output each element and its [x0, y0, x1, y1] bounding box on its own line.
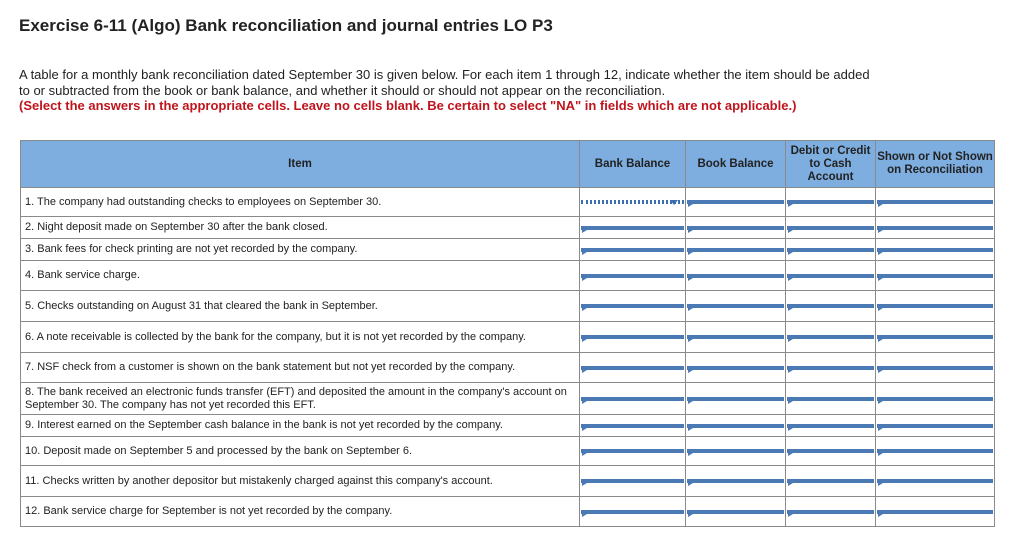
debit-credit-select[interactable]	[787, 304, 874, 308]
header-book-balance: Book Balance	[686, 141, 786, 188]
shown-select[interactable]	[877, 248, 993, 252]
debit-credit-select[interactable]	[787, 397, 874, 401]
table-row	[21, 497, 995, 527]
shown-select[interactable]	[877, 274, 993, 278]
shown-select[interactable]	[877, 335, 993, 339]
bank-balance-select[interactable]	[581, 449, 684, 453]
instruction-note: (Select the answers in the appropriate cells. Leave no cells blank. Be certain to select "NA" in fields which are not applicable.)	[19, 98, 797, 113]
shown-select[interactable]	[877, 424, 993, 428]
instructions	[19, 67, 879, 114]
intro-text: A table for a monthly bank reconciliation dated September 30 is given below. For each item 1 through 12, indicate whether the item should be added to or subtracted from the book or bank balance, and whether it should or should not appear on the reconciliation.	[19, 67, 870, 98]
bank-balance-select[interactable]	[581, 479, 684, 483]
book-balance-select[interactable]	[687, 479, 784, 483]
item-description: 12. Bank service charge for September is not yet recorded by the company.	[21, 497, 580, 527]
table-row	[21, 322, 995, 353]
book-balance-select[interactable]	[687, 449, 784, 453]
bank-balance-select[interactable]	[581, 200, 684, 204]
item-description: 10. Deposit made on September 5 and processed by the bank on September 6.	[21, 437, 580, 466]
book-balance-select[interactable]	[687, 510, 784, 514]
book-balance-select[interactable]	[687, 366, 784, 370]
item-description: 8. The bank received an electronic funds transfer (EFT) and deposited the amount in the company's account on September 30. The company has not yet recorded this EFT.	[21, 383, 580, 415]
debit-credit-select[interactable]	[787, 510, 874, 514]
header-bank-balance: Bank Balance	[580, 141, 686, 188]
table-row	[21, 415, 995, 437]
book-balance-select[interactable]	[687, 335, 784, 339]
bank-balance-select[interactable]	[581, 274, 684, 278]
shown-select[interactable]	[877, 510, 993, 514]
item-description: 6. A note receivable is collected by the bank for the company, but it is not yet recorded by the company.	[21, 322, 580, 353]
debit-credit-select[interactable]	[787, 200, 874, 204]
book-balance-select[interactable]	[687, 274, 784, 278]
debit-credit-select[interactable]	[787, 226, 874, 230]
book-balance-select[interactable]	[687, 226, 784, 230]
header-item: Item	[21, 141, 580, 188]
debit-credit-select[interactable]	[787, 479, 874, 483]
item-description: 11. Checks written by another depositor but mistakenly charged against this company's account.	[21, 466, 580, 497]
debit-credit-select[interactable]	[787, 449, 874, 453]
shown-select[interactable]	[877, 200, 993, 204]
table-row	[21, 466, 995, 497]
debit-credit-select[interactable]	[787, 248, 874, 252]
bank-balance-select[interactable]	[581, 248, 684, 252]
book-balance-select[interactable]	[687, 248, 784, 252]
debit-credit-select[interactable]	[787, 424, 874, 428]
item-description: 2. Night deposit made on September 30 after the bank closed.	[21, 217, 580, 239]
reconciliation-table	[20, 140, 995, 527]
item-description: 1. The company had outstanding checks to employees on September 30.	[21, 188, 580, 217]
table-row	[21, 188, 995, 217]
bank-balance-select[interactable]	[581, 510, 684, 514]
table-row	[21, 217, 995, 239]
table-row	[21, 383, 995, 415]
shown-select[interactable]	[877, 226, 993, 230]
debit-credit-select[interactable]	[787, 274, 874, 278]
book-balance-select[interactable]	[687, 200, 784, 204]
header-debit-credit: Debit or Credit to Cash Account	[786, 141, 876, 188]
book-balance-select[interactable]	[687, 424, 784, 428]
item-description: 5. Checks outstanding on August 31 that cleared the bank in September.	[21, 291, 580, 322]
bank-balance-select[interactable]	[581, 397, 684, 401]
shown-select[interactable]	[877, 366, 993, 370]
table-row	[21, 261, 995, 291]
item-description: 9. Interest earned on the September cash balance in the bank is not yet recorded by the company.	[21, 415, 580, 437]
shown-select[interactable]	[877, 449, 993, 453]
table-row	[21, 239, 995, 261]
table-row	[21, 353, 995, 383]
page-title: Exercise 6-11 (Algo) Bank reconciliation and journal entries LO P3	[19, 16, 553, 35]
bank-balance-select[interactable]	[581, 335, 684, 339]
bank-balance-select[interactable]	[581, 304, 684, 308]
item-description: 7. NSF check from a customer is shown on the bank statement but not yet recorded by the company.	[21, 353, 580, 383]
table-row	[21, 291, 995, 322]
bank-balance-select[interactable]	[581, 366, 684, 370]
debit-credit-select[interactable]	[787, 366, 874, 370]
item-description: 3. Bank fees for check printing are not yet recorded by the company.	[21, 239, 580, 261]
bank-balance-select[interactable]	[581, 226, 684, 230]
debit-credit-select[interactable]	[787, 335, 874, 339]
shown-select[interactable]	[877, 479, 993, 483]
item-description: 4. Bank service charge.	[21, 261, 580, 291]
shown-select[interactable]	[877, 397, 993, 401]
bank-balance-select[interactable]	[581, 424, 684, 428]
book-balance-select[interactable]	[687, 304, 784, 308]
header-shown: Shown or Not Shown on Reconciliation	[876, 141, 995, 188]
book-balance-select[interactable]	[687, 397, 784, 401]
table-row	[21, 437, 995, 466]
shown-select[interactable]	[877, 304, 993, 308]
